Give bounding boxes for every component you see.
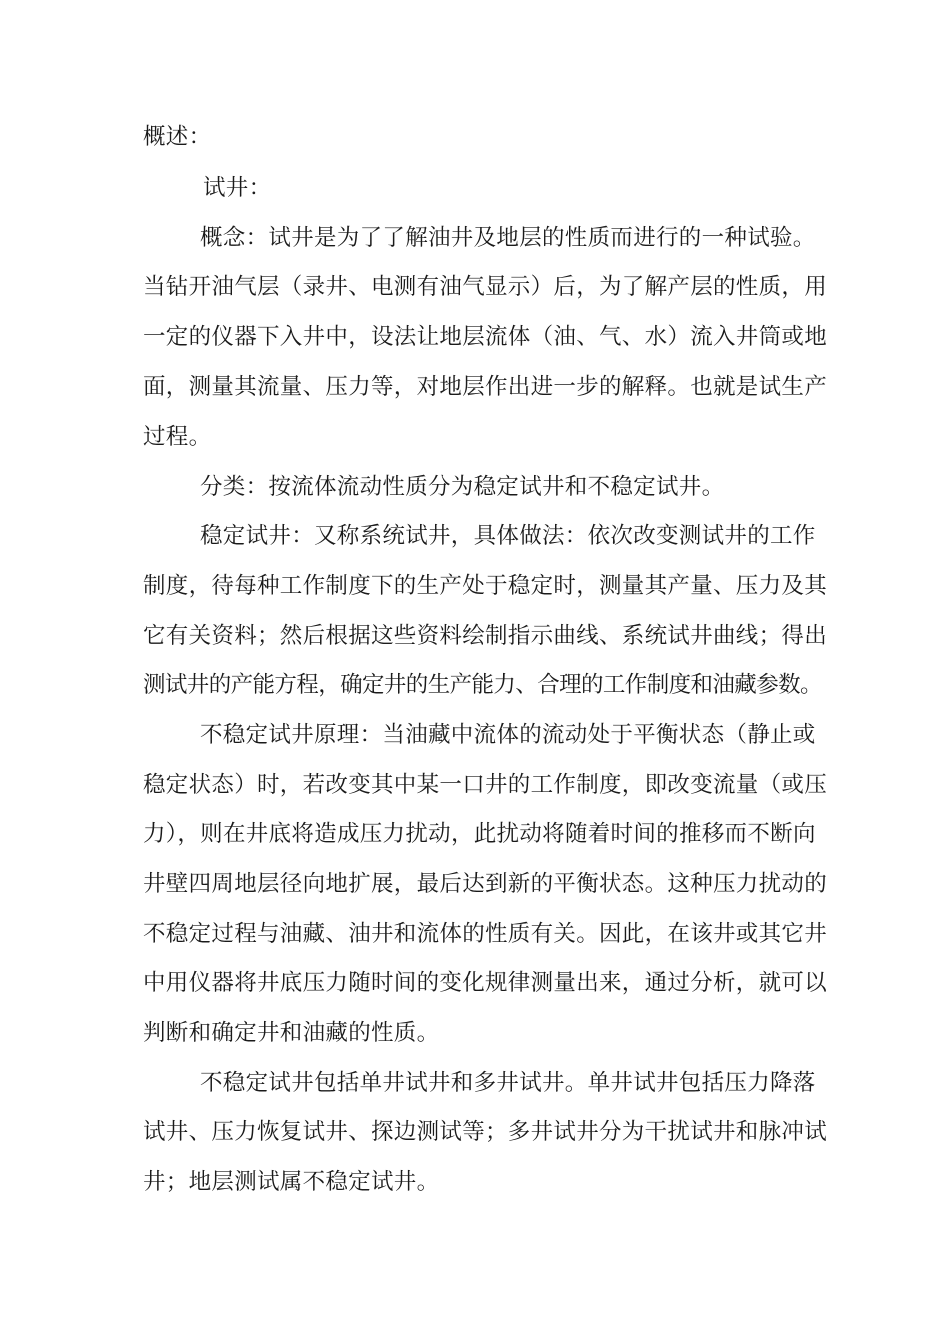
paragraph-unsteady-principle-line: 稳定状态）时，若改变其中某一口井的工作制度，即改变流量（或压: [143, 772, 828, 798]
paragraph-concept-line: 面，测量其流量、压力等，对地层作出进一步的解释。也就是试生产: [143, 374, 828, 400]
paragraph-unsteady-principle-line: 判断和确定井和油藏的性质。: [143, 1020, 440, 1046]
paragraph-steady-line: 测试井的产能方程，确定井的生产能力、合理的工作制度和油藏参数。: [143, 672, 822, 698]
paragraph-unsteady-principle-line: 中用仪器将井底压力随时间的变化规律测量出来，通过分析，就可以: [143, 970, 828, 996]
paragraph-concept-line: 一定的仪器下入井中，设法让地层流体（油、气、水）流入井筒或地: [143, 324, 828, 350]
paragraph-steady-line: 制度，待每种工作制度下的生产处于稳定时，测量其产量、压力及其: [143, 573, 828, 599]
paragraph-concept-line: 概念：试井是为了了解油井及地层的性质而进行的一种试验。: [200, 225, 816, 251]
paragraph-unsteady-principle-line: 不稳定过程与油藏、油井和流体的性质有关。因此，在该井或其它井: [143, 921, 828, 947]
paragraph-unsteady-principle-line: 力），则在井底将造成压力扰动，此扰动将随着时间的推移而不断向: [143, 821, 816, 847]
paragraph-steady-line: 稳定试井：又称系统试井，具体做法：依次改变测试井的工作: [200, 523, 816, 549]
paragraph-unsteady-principle-line: 不稳定试井原理：当油藏中流体的流动处于平衡状态（静止或: [200, 722, 816, 748]
section-heading: 概述：: [143, 124, 212, 150]
paragraph-classification-line: 分类：按流体流动性质分为稳定试井和不稳定试井。: [200, 474, 725, 500]
paragraph-unsteady-types-line: 不稳定试井包括单井试井和多井试井。单井试井包括压力降落: [200, 1070, 816, 1096]
paragraph-concept-line: 过程。: [143, 424, 212, 450]
paragraph-unsteady-types-line: 井；地层测试属不稳定试井。: [143, 1169, 440, 1195]
paragraph-steady-line: 它有关资料；然后根据这些资料绘制指示曲线、系统试井曲线；得出: [143, 623, 828, 649]
paragraph-unsteady-principle-line: 井壁四周地层径向地扩展，最后达到新的平衡状态。这种压力扰动的: [143, 871, 828, 897]
paragraph-concept-line: 当钻开油气层（录井、电测有油气显示）后，为了解产层的性质，用: [143, 274, 828, 300]
paragraph-unsteady-types-line: 试井、压力恢复试井、探边测试等；多井试井分为干扰试井和脉冲试: [143, 1119, 828, 1145]
subsection-heading: 试井：: [203, 175, 272, 201]
